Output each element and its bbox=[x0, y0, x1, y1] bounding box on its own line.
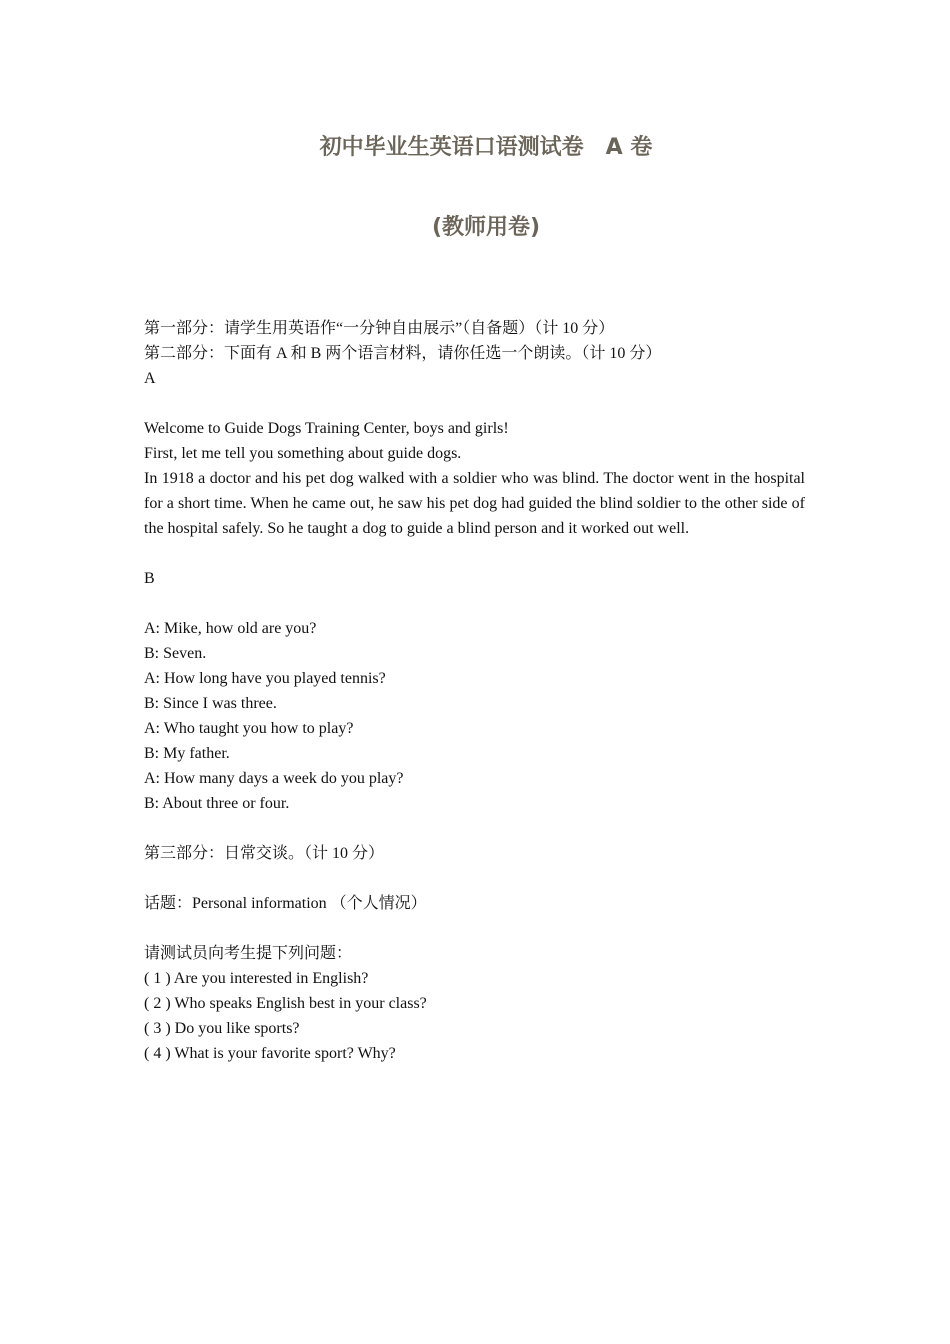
instruction-line: 请测试员向考生提下列问题： bbox=[144, 945, 353, 962]
question-item: ( 4 ) What is your favorite sport? Why? bbox=[144, 1045, 396, 1062]
section-a-line: First, let me tell you something about guide dogs. bbox=[144, 445, 462, 462]
document-body bbox=[144, 316, 805, 1066]
section-a-line: Welcome to Guide Dogs Training Center, boys and girls! bbox=[144, 420, 509, 437]
spacer bbox=[144, 866, 805, 891]
dialogue-line: B: Since I was three. bbox=[144, 695, 277, 712]
section-a-paragraph: In 1918 a doctor and his pet dog walked with a soldier who was blind. The doctor went in the hospital for a short time. When he came out, he saw his pet dog had guided the blind soldier to the other side of the hospital safely. So he taught a dog to guide a blind person and it worked out well. bbox=[144, 470, 805, 537]
part3-heading: 第三部分：日常交谈。（计 10 分） bbox=[144, 845, 385, 862]
question-item: ( 2 ) Who speaks English best in your class? bbox=[144, 995, 427, 1012]
question-item: ( 1 ) Are you interested in English? bbox=[144, 970, 369, 987]
spacer bbox=[144, 916, 805, 941]
spacer bbox=[144, 591, 805, 616]
dialogue-line: B: My father. bbox=[144, 745, 230, 762]
dialogue-line: B: About three or four. bbox=[144, 795, 290, 812]
dialogue-line: B: Seven. bbox=[144, 645, 207, 662]
dialogue-line: A: Mike, how old are you? bbox=[144, 620, 317, 637]
question-item: ( 3 ) Do you like sports? bbox=[144, 1020, 300, 1037]
dialogue-line: A: How many days a week do you play? bbox=[144, 770, 404, 787]
section-b-label: B bbox=[144, 570, 155, 587]
part2-heading: 第二部分：下面有 A 和 B 两个语言材料，请你任选一个朗读。（计 10 分） bbox=[144, 345, 662, 362]
spacer bbox=[144, 541, 805, 566]
page-subtitle: (教师用卷) bbox=[431, 215, 541, 240]
page-title: 初中毕业生英语口语测试卷 A 卷 bbox=[319, 135, 653, 160]
spacer bbox=[144, 816, 805, 841]
dialogue-line: A: Who taught you how to play? bbox=[144, 720, 354, 737]
section-a-label: A bbox=[144, 370, 156, 387]
part1-heading: 第一部分：请学生用英语作“一分钟自由展示”（自备题）（计 10 分） bbox=[144, 320, 615, 337]
dialogue-line: A: How long have you played tennis? bbox=[144, 670, 386, 687]
spacer bbox=[144, 391, 805, 416]
topic-line: 话题：Personal information （个人情况） bbox=[144, 895, 427, 912]
